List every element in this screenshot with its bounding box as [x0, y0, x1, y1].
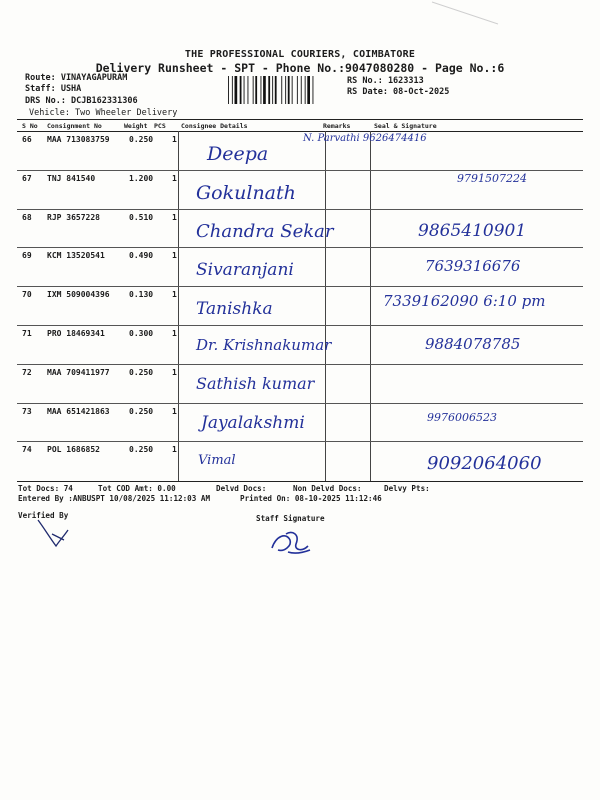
route-label: Route: VINAYAGAPURAM	[25, 73, 128, 83]
row-consignment-no: IXM 509004396	[47, 290, 110, 300]
consignee-column-divider	[178, 131, 179, 481]
col-header-pcs: PCS	[154, 122, 166, 130]
row-divider	[17, 441, 583, 442]
remarks-column-divider	[325, 131, 326, 481]
row-pcs: 1	[172, 251, 177, 261]
staff-signature-label: Staff Signature	[256, 514, 325, 523]
table-top-rule	[17, 119, 583, 120]
row-pcs: 1	[172, 212, 177, 222]
row-consignee-handwritten: Sivaranjani	[196, 260, 294, 281]
row-weight: 0.130	[129, 290, 154, 300]
delivered-docs: Delvd Docs:	[216, 484, 267, 493]
vehicle-label: Vehicle: Two Wheeler Delivery	[29, 108, 178, 118]
col-header-remarks: Remarks	[323, 122, 351, 130]
row-pcs: 1	[172, 173, 177, 183]
row-pcs: 1	[172, 135, 177, 144]
row-sno: 68	[22, 212, 32, 222]
row-divider	[17, 286, 583, 287]
drs-number: DRS No.: DCJB162331306	[25, 96, 138, 106]
table-header-rule	[17, 131, 583, 132]
verified-by-signature	[34, 516, 74, 552]
row-consignee-handwritten: Deepa	[207, 143, 269, 165]
row-consignment-no: TNJ 841540	[47, 173, 96, 183]
rs-number: RS No.: 1623313	[347, 76, 424, 86]
row-consignment-no: PRO 18469341	[47, 329, 105, 338]
row-sno: 73	[22, 406, 32, 416]
row-seal-handwritten: 9976006523	[427, 410, 497, 424]
company-name: THE PROFESSIONAL COURIERS, COIMBATORE	[184, 49, 416, 60]
row-weight: 0.250	[129, 367, 154, 377]
staff-signature-mark	[266, 526, 314, 556]
row-consignee-handwritten: Chandra Sekar	[196, 220, 334, 242]
row-sno: 69	[22, 251, 32, 261]
row-sno: 71	[22, 329, 32, 338]
row-consignment-no: MAA 709411977	[47, 367, 110, 377]
row-weight: 0.250	[129, 445, 154, 455]
row-consignee-handwritten: Jayalakshmi	[201, 412, 305, 433]
barcode	[228, 76, 343, 104]
staff-label: Staff: USHA	[25, 84, 82, 94]
row-sno: 74	[22, 445, 32, 455]
row-weight: 0.300	[129, 329, 154, 338]
row-sno: 72	[22, 367, 32, 377]
total-docs: Tot Docs: 74	[18, 484, 73, 493]
row-seal-handwritten: N. Parvathi 9626474416	[303, 133, 427, 144]
row-divider	[17, 403, 583, 404]
col-header-weight: Weight	[124, 122, 148, 130]
row-weight: 1.200	[129, 173, 154, 183]
row-seal-handwritten: 9865410901	[418, 220, 527, 241]
row-divider	[17, 209, 583, 210]
non-delivered-docs: Non Delvd Docs:	[293, 484, 362, 493]
seal-column-divider	[370, 131, 371, 481]
row-divider	[17, 247, 583, 248]
row-consignment-no: POL 1686852	[47, 445, 100, 455]
row-pcs: 1	[172, 445, 177, 455]
row-pcs: 1	[172, 406, 177, 416]
row-sno: 70	[22, 290, 32, 300]
rs-date: RS Date: 08-Oct-2025	[347, 87, 450, 97]
row-seal-handwritten: 9791507224	[457, 171, 527, 185]
row-weight: 0.510	[129, 212, 154, 222]
row-weight: 0.250	[129, 406, 154, 416]
runsheet-subtitle: Delivery Runsheet - SPT - Phone No.:9047080280 - Page No.:6	[95, 61, 505, 75]
row-consignee-handwritten: Vimal	[198, 453, 236, 469]
row-divider	[17, 364, 583, 365]
verified-by-label: Verified By	[18, 511, 69, 520]
total-cod-amount: Tot COD Amt: 0.00	[98, 484, 176, 493]
row-sno: 66	[22, 135, 32, 144]
row-consignee-handwritten: Sathish kumar	[196, 373, 315, 393]
row-consignment-no: MAA 713083759	[47, 135, 110, 144]
row-consignee-handwritten: Tanishka	[196, 299, 273, 320]
col-header-consignment: Consignment No	[47, 122, 102, 130]
delivery-points: Delvy Pts:	[384, 484, 430, 493]
col-header-consignee: Consignee Details	[181, 122, 248, 130]
printed-on: Printed On: 08-10-2025 11:12:46	[240, 494, 382, 503]
row-pcs: 1	[172, 290, 177, 300]
row-weight: 0.250	[129, 135, 154, 144]
row-seal-handwritten: 7339162090 6:10 pm	[383, 292, 546, 311]
row-consignee-handwritten: Gokulnath	[196, 181, 296, 204]
entered-by: Entered By :ANBUSPT 10/08/2025 11:12:03 AM	[18, 494, 211, 503]
row-pcs: 1	[172, 367, 177, 377]
row-divider	[17, 325, 583, 326]
row-pcs: 1	[172, 329, 177, 338]
table-bottom-rule	[17, 481, 583, 482]
paper-fold-mark	[430, 0, 500, 26]
row-weight: 0.490	[129, 251, 154, 261]
row-consignment-no: KCM 13520541	[47, 251, 105, 261]
row-seal-handwritten: 7639316676	[425, 257, 521, 276]
row-consignment-no: RJP 3657228	[47, 212, 100, 222]
col-header-seal: Seal & Signature	[374, 122, 437, 130]
col-header-sno: S No	[22, 122, 38, 130]
row-consignee-handwritten: Dr. Krishnakumar	[196, 336, 332, 354]
row-seal-handwritten: 9884078785	[425, 335, 521, 353]
row-seal-handwritten: 9092064060	[427, 453, 542, 475]
row-consignment-no: MAA 651421863	[47, 406, 110, 416]
row-sno: 67	[22, 173, 32, 183]
